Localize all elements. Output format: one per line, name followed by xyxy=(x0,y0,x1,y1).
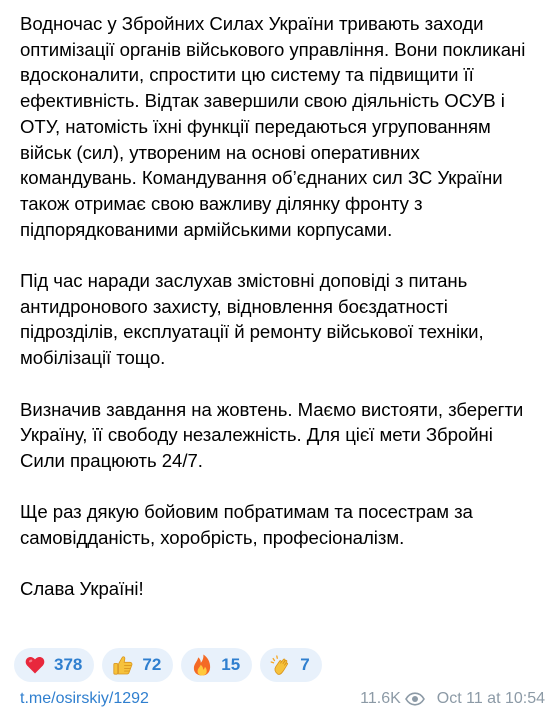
reaction-count: 15 xyxy=(221,655,241,674)
post-paragraph: Слава Україні! xyxy=(20,578,144,600)
post-paragraph: Водночас у Збройних Силах України тривають заходи оптимізації органів військового управління. Вони покликані вдосконалити, спростити цю систему та підвищити її ефективність. Відтак завершили свою діяльність ОСУВ і ОТУ, натомість їхні функції передаються угрупованням військ (сил), утвореним на основі оперативних командувань. Командування об’єднаних сил ЗС України також отримає свою важливу ділянку фронту з підпорядкованими армійськими корпусами. xyxy=(20,13,526,240)
post-footer xyxy=(20,688,545,710)
post-paragraph: Ще раз дякую бойовим побратимам та посестрам за самовідданість, хоробрість, професіоналізм. xyxy=(20,501,473,549)
reaction-count: 378 xyxy=(54,655,83,674)
reaction-count: 7 xyxy=(300,655,310,674)
reaction-fire-button[interactable] xyxy=(181,648,252,682)
eye-icon xyxy=(405,692,425,706)
post-date: Oct 11 at 10:54 xyxy=(436,690,545,707)
reaction-count: 72 xyxy=(142,655,162,674)
thumbs-up-icon xyxy=(112,654,134,676)
post-meta xyxy=(360,690,545,708)
reaction-thumbs-up-button[interactable] xyxy=(102,648,173,682)
reactions-bar xyxy=(14,648,322,682)
post-paragraph: Визначив завдання на жовтень. Маємо вистояти, зберегти Україну, її свободу незалежність. Для цієї мети Збройні Сили працюють 24/7. xyxy=(20,398,524,471)
red-heart-icon xyxy=(24,654,46,676)
post-text xyxy=(20,0,541,602)
post-link[interactable]: t.me/osirskiy/1292 xyxy=(20,690,149,707)
clapping-hands-icon xyxy=(270,654,292,676)
reaction-clap-button[interactable] xyxy=(260,648,321,682)
view-count: 11.6K xyxy=(360,690,401,707)
post-paragraph: Під час наради заслухав змістовні доповіді з питань антидронового захисту, відновлення боєздатності підрозділів, експлуатації й ремонту військової техніки, мобілізації тощо. xyxy=(20,270,484,369)
reaction-heart-button[interactable] xyxy=(14,648,94,682)
fire-icon xyxy=(191,654,213,676)
